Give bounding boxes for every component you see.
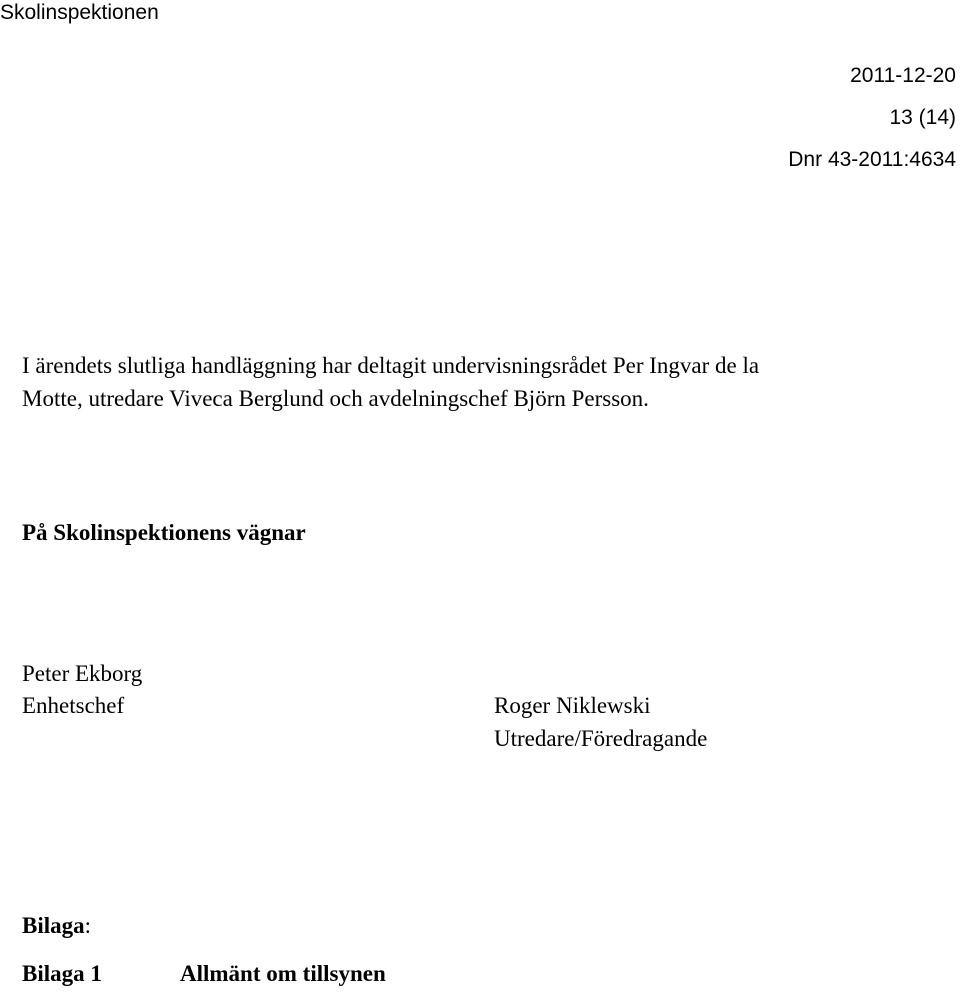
attachment-title: Allmänt om tillsynen [180,961,386,986]
page-number: 13 (14) [889,106,956,129]
signatory-name-right: Roger Niklewski [494,693,651,718]
decision-paragraph [22,349,759,415]
organization-name: Skolinspektionen [0,1,159,24]
reference-number: Dnr 43-2011:4634 [788,148,956,171]
signatory-title-left: Enhetschef [22,693,125,718]
document-date: 2011-12-20 [850,64,956,87]
paragraph-line: Motte, utredare Viveca Berglund och avdelningschef Björn Persson. [22,386,649,411]
attachments-heading-suffix: : [84,913,92,938]
signatory-title-right: Utredare/Föredragande [494,726,708,751]
attachment-label: Bilaga 1 [22,961,102,986]
attachments-heading [22,914,91,937]
on-behalf-heading: På Skolinspektionens vägnar [22,520,306,545]
paragraph-line: I ärendets slutliga handläggning har deltagit undervisningsrådet Per Ingvar de la [22,353,760,378]
signatory-name-left: Peter Ekborg [22,661,143,686]
attachments-heading-label: Bilaga [22,913,85,938]
